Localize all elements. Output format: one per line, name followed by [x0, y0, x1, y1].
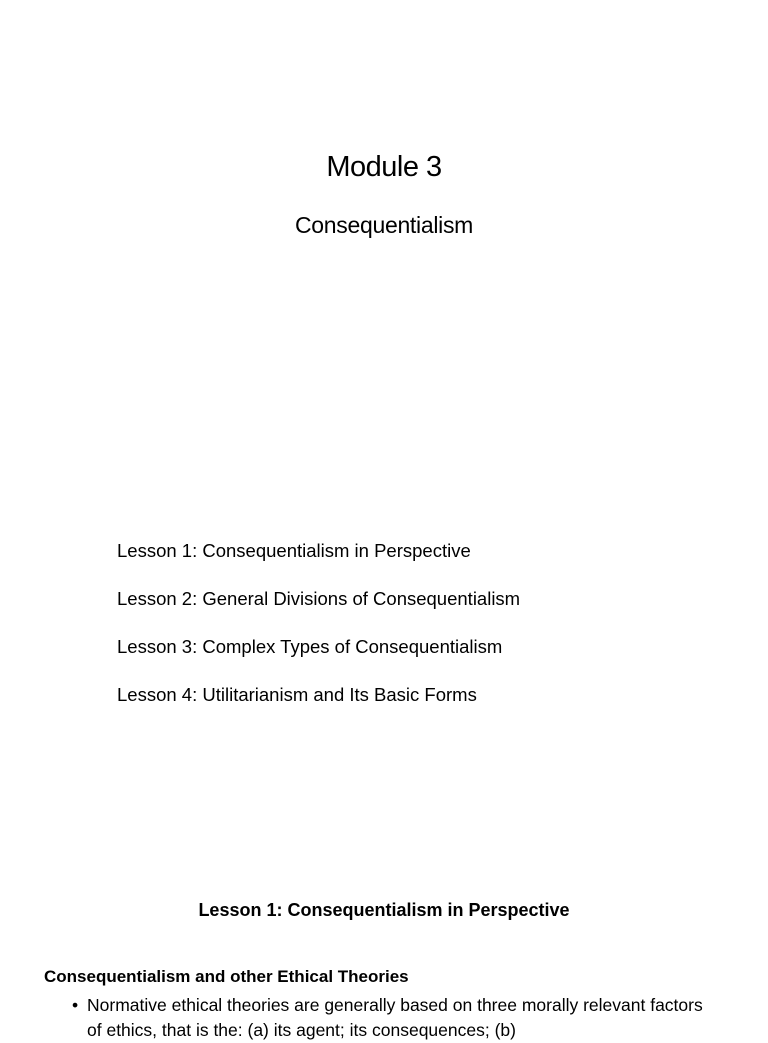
lesson-1-heading: Lesson 1: Consequentialism in Perspective — [198, 900, 570, 920]
bullet-item — [72, 993, 712, 1043]
bullet-text: Normative ethical theories are generally based on three morally relevant factors of ethics, that is the: (a) its agent; its consequences; (b) — [87, 995, 703, 1040]
lesson-list — [117, 537, 520, 729]
module-subtitle: Consequentialism — [294, 212, 474, 238]
lesson-item-1: Lesson 1: Consequentialism in Perspective — [117, 540, 471, 561]
bullet-list — [72, 993, 712, 1043]
module-title: Module 3 — [326, 151, 442, 183]
lesson-item-2: Lesson 2: General Divisions of Consequentialism — [117, 588, 521, 609]
lesson-item-4: Lesson 4: Utilitarianism and Its Basic Forms — [117, 684, 477, 705]
lesson-item-3: Lesson 3: Complex Types of Consequentialism — [117, 636, 503, 657]
bullet-marker: • — [72, 995, 79, 1015]
section-heading: Consequentialism and other Ethical Theories — [44, 967, 409, 986]
